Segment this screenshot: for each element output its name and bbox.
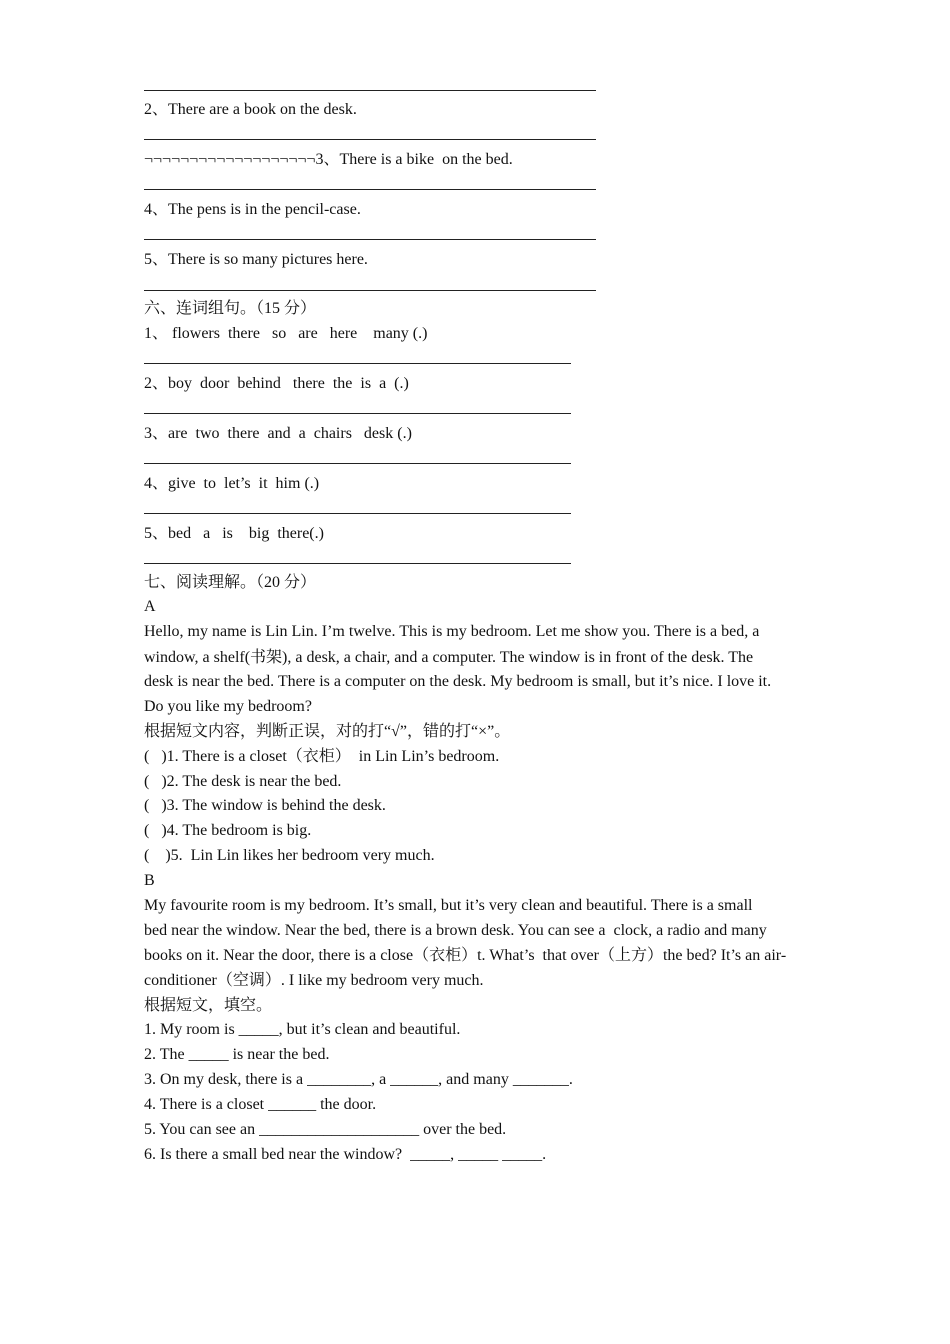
answer-line: [144, 363, 571, 364]
true-false-question: ( )5. Lin Lin likes her bedroom very much.: [144, 847, 435, 864]
true-false-question: ( )4. The bedroom is big.: [144, 822, 312, 839]
passage-line: Do you like my bedroom?: [144, 698, 312, 715]
passage-line: books on it. Near the door, there is a close（衣柜）t. What’s that over（上方）the bed? It’s an air-: [144, 947, 787, 964]
fill-blank-question: 4. There is a closet ______ the door.: [144, 1096, 377, 1113]
fill-blank-question: 1. My room is _____, but it’s clean and beautiful.: [144, 1021, 461, 1038]
passage-line: Hello, my name is Lin Lin. I’m twelve. This is my bedroom. Let me show you. There is a bed, a: [144, 623, 760, 640]
fill-blank-question: 3. On my desk, there is a ________, a ______, and many _______.: [144, 1071, 573, 1088]
answer-line: [144, 139, 596, 140]
answer-line: [144, 189, 596, 190]
question-text: 3、are two there and a chairs desk (.): [144, 425, 412, 442]
passage-label: B: [144, 872, 155, 889]
passage-line: conditioner（空调）. I like my bedroom very much.: [144, 972, 484, 989]
true-false-question: ( )2. The desk is near the bed.: [144, 773, 342, 790]
answer-line: [144, 563, 571, 564]
answer-line: [144, 239, 596, 240]
fill-blank-question: 2. The _____ is near the bed.: [144, 1046, 330, 1063]
true-false-question: ( )1. There is a closet（衣柜） in Lin Lin’s bedroom.: [144, 748, 500, 765]
instruction: 根据短文，填空。: [144, 997, 273, 1014]
passage-label: A: [144, 598, 156, 615]
true-false-question: ( )3. The window is behind the desk.: [144, 797, 386, 814]
passage-line: window, a shelf(书架), a desk, a chair, and a computer. The window is in front of the desk. The: [144, 649, 754, 666]
question-text: 4、give to let’s it him (.): [144, 475, 320, 492]
question-text: 5、bed a is big there(.): [144, 525, 324, 542]
answer-line: [144, 290, 596, 291]
passage-line: bed near the window. Near the bed, there is a brown desk. You can see a clock, a radio and many: [144, 922, 767, 939]
answer-line: [144, 90, 596, 91]
section-title: 六、连词组句。（15 分）: [144, 300, 317, 317]
question-text: 4、The pens is in the pencil-case.: [144, 201, 361, 218]
answer-line: [144, 463, 571, 464]
question-text: 1、 flowers there so are here many (.): [144, 325, 428, 342]
question-text: ¬¬¬¬¬¬¬¬¬¬¬¬¬¬¬¬¬¬¬3、There is a bike on the bed.: [144, 151, 513, 168]
question-text: 2、boy door behind there the is a (.): [144, 375, 409, 392]
question-text: 2、There are a book on the desk.: [144, 101, 357, 118]
passage-line: desk is near the bed. There is a computer on the desk. My bedroom is small, but it’s nice. I love it.: [144, 673, 772, 690]
answer-line: [144, 513, 571, 514]
passage-line: My favourite room is my bedroom. It’s small, but it’s very clean and beautiful. There is a small: [144, 897, 753, 914]
fill-blank-question: 5. You can see an ____________________ over the bed.: [144, 1121, 507, 1138]
section-title: 七、阅读理解。（20 分）: [144, 574, 317, 591]
instruction: 根据短文内容，判断正误，对的打“√”，错的打“×”。: [144, 723, 511, 740]
fill-blank-question: 6. Is there a small bed near the window? _____, _____ _____.: [144, 1146, 547, 1163]
answer-line: [144, 413, 571, 414]
question-text: 5、There is so many pictures here.: [144, 251, 368, 268]
